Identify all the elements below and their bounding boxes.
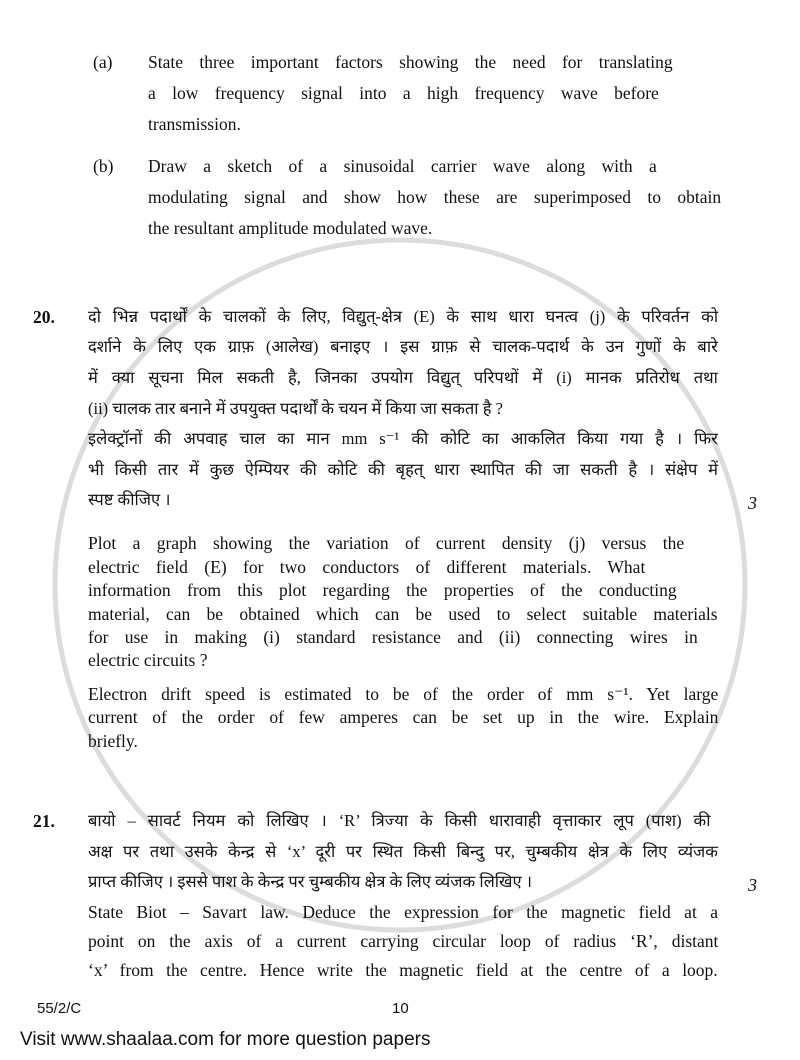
q19b-line: Draw a sketch of a sinusoidal carrier wave along with a bbox=[148, 156, 657, 176]
q20-english-line: electric circuits ? bbox=[88, 650, 208, 670]
q20-english-line: briefly. bbox=[88, 731, 138, 751]
q21-english-line: State Biot – Savart law. Deduce the expression for the magnetic field at a bbox=[88, 902, 719, 922]
q20-english-line: material, can be obtained which can be used to select suitable materials bbox=[88, 604, 718, 624]
visit-link[interactable]: Visit www.shaalaa.com for more question papers bbox=[20, 1029, 431, 1050]
marks: 3 bbox=[748, 875, 757, 895]
marks: 3 bbox=[748, 493, 757, 513]
q19b-line: the resultant amplitude modulated wave. bbox=[148, 218, 433, 238]
q19a-line: State three important factors showing the need for translating bbox=[148, 52, 673, 72]
q20-english-line: Plot a graph showing the variation of current density (j) versus the bbox=[88, 533, 685, 553]
q21-hindi-line: प्राप्त कीजिए । इससे पाश के केन्द्र पर चुम्बकीय क्षेत्र के लिए व्यंजक लिखिए । bbox=[88, 872, 533, 891]
q19a-line: a low frequency signal into a high frequency wave before bbox=[148, 83, 659, 103]
q20-english-line: Electron drift speed is estimated to be of the order of mm s⁻¹. Yet large bbox=[88, 684, 719, 704]
q20-english-line: electric field (E) for two conductors of different materials. What bbox=[88, 557, 646, 577]
question-number: 21. bbox=[33, 811, 55, 831]
q20-hindi-line: में क्या सूचना मिल सकती है, जिनका उपयोग विद्युत् परिपथों में (i) मानक प्रतिरोध तथा bbox=[88, 368, 718, 387]
q21-english-line: point on the axis of a current carrying circular loop of radius ‘R’, distant bbox=[88, 931, 719, 951]
q20-hindi-line: इलेक्ट्रॉनों की अपवाह चाल का मान mm s⁻¹ की कोटि का आकलित किया गया है । फिर bbox=[88, 429, 718, 448]
q20-hindi-line: भी किसी तार में कुछ ऐम्पियर की कोटि की बृहत् धारा स्थापित की जा सकती है । संक्षेप में bbox=[88, 460, 718, 479]
q20-english-line: information from this plot regarding the properties of the conducting bbox=[88, 580, 677, 600]
q21-hindi-line: बायो – सावर्ट नियम को लिखिए । ‘R’ त्रिज्या के किसी धारावाही वृत्ताकार लूप (पाश) की bbox=[88, 811, 711, 830]
q20-hindi-line: दो भिन्न पदार्थों के चालकों के लिए, विद्युत्-क्षेत्र (E) के साथ धारा घनत्व (j) के परिवर्तन को bbox=[88, 307, 719, 326]
q19a-line: transmission. bbox=[148, 114, 241, 134]
question-number: 20. bbox=[33, 307, 55, 327]
q20-hindi-line: दर्शाने के लिए एक ग्राफ़ (आलेख) बनाइए । इस ग्राफ़ से चालक-पदार्थ के उन गुणों के बारे bbox=[88, 337, 718, 356]
q21-hindi-line: अक्ष पर तथा उसके केन्द्र से ‘x’ दूरी पर स्थित किसी बिन्दु पर, चुम्बकीय क्षेत्र के लिए व्यंजक bbox=[88, 842, 718, 861]
q21-english-line: ‘x’ from the centre. Hence write the magnetic field at the centre of a loop. bbox=[88, 960, 718, 980]
paper-code: 55/2/C bbox=[37, 1000, 82, 1017]
q20-hindi-line: स्पष्ट कीजिए । bbox=[88, 490, 171, 509]
q19a-label: (a) bbox=[93, 52, 113, 72]
q20-hindi-line: (ii) चालक तार बनाने में उपयुक्त पदार्थों के चयन में किया जा सकता है ? bbox=[88, 399, 503, 418]
q20-english-line: current of the order of few amperes can be set up in the wire. Explain bbox=[88, 707, 719, 727]
page-number: 10 bbox=[392, 1000, 409, 1017]
q19b-line: modulating signal and show how these are superimposed to obtain bbox=[148, 187, 722, 207]
q20-english-line: for use in making (i) standard resistance and (ii) connecting wires in bbox=[88, 627, 698, 647]
q19b-label: (b) bbox=[93, 156, 114, 176]
